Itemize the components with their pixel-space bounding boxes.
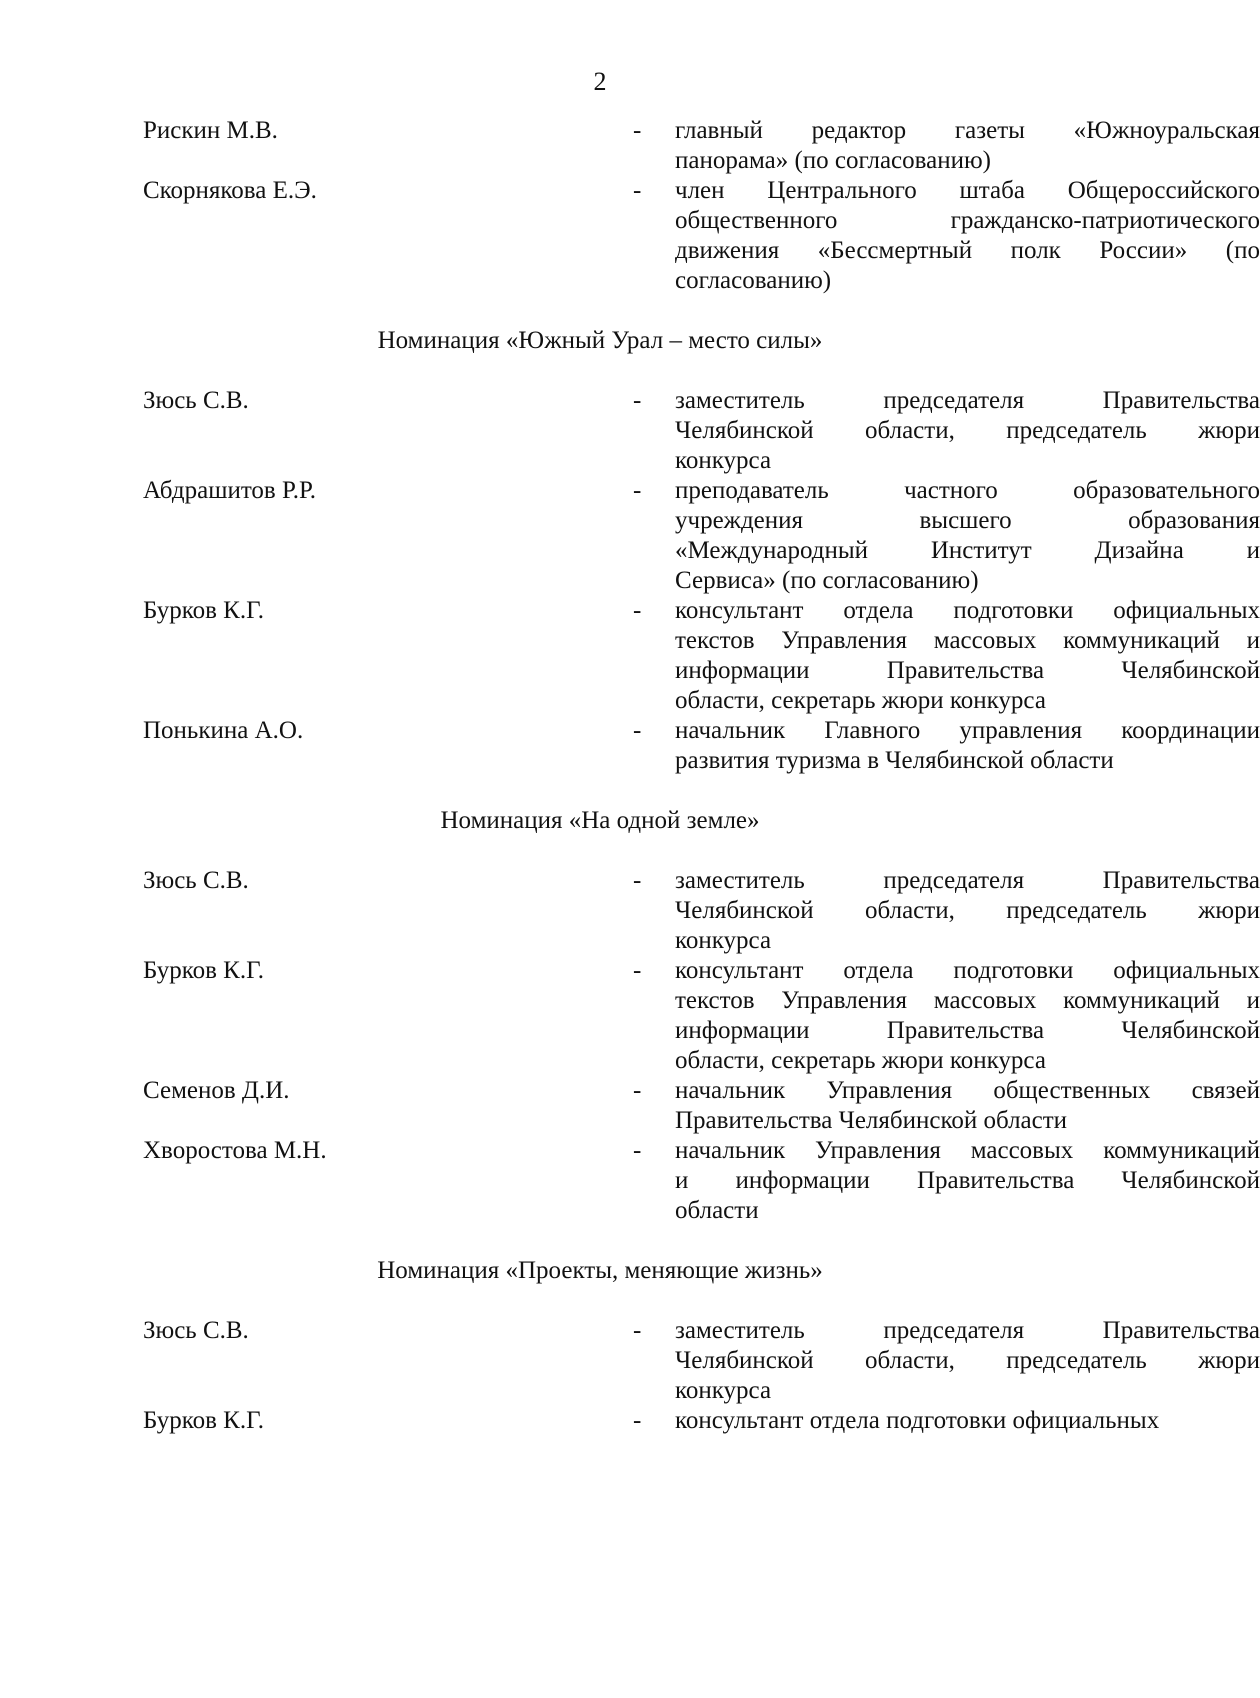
position-line: панорама» (по согласованию) bbox=[675, 147, 991, 174]
position-line: области bbox=[675, 1197, 759, 1224]
member-position bbox=[675, 716, 1260, 776]
jury-member-row bbox=[143, 176, 1260, 296]
member-name: Зюсь С.В. bbox=[143, 867, 249, 894]
page-number: 2 bbox=[593, 67, 607, 96]
member-name: Семенов Д.И. bbox=[143, 1077, 290, 1104]
section-spacer bbox=[143, 776, 1130, 806]
position-line: конкурса bbox=[675, 927, 772, 954]
position-line: Челябинской области, председатель жюри bbox=[675, 897, 1260, 924]
position-line: области, секретарь жюри конкурса bbox=[675, 1047, 1046, 1074]
nomination-heading: Номинация «На одной земле» bbox=[440, 807, 760, 834]
dash-separator: - bbox=[633, 387, 642, 414]
position-line: конкурса bbox=[675, 1377, 772, 1404]
position-line: Челябинской области, председатель жюри bbox=[675, 417, 1260, 444]
position-line: общественного гражданско-патриотического bbox=[675, 207, 1260, 234]
section-spacer bbox=[143, 836, 1130, 866]
position-line: начальник Управления массовых коммуникаций bbox=[675, 1137, 1260, 1164]
member-position bbox=[675, 116, 1260, 176]
dash-separator: - bbox=[633, 597, 642, 624]
position-line: «Международный Институт Дизайна и bbox=[675, 537, 1260, 564]
dash-separator: - bbox=[633, 1317, 642, 1344]
position-line: информации Правительства Челябинской bbox=[675, 1017, 1260, 1044]
jury-list bbox=[143, 116, 1260, 1436]
dash-separator: - bbox=[633, 957, 642, 984]
position-line: конкурса bbox=[675, 447, 772, 474]
member-name: Бурков К.Г. bbox=[143, 1407, 264, 1434]
position-line: Сервиса» (по согласованию) bbox=[675, 567, 979, 594]
position-line: информации Правительства Челябинской bbox=[675, 657, 1260, 684]
jury-member-row bbox=[143, 596, 1260, 716]
position-line: преподаватель частного образовательного bbox=[675, 477, 1260, 504]
jury-member-row bbox=[143, 116, 1260, 176]
position-line: главный редактор газеты «Южноуральская bbox=[675, 117, 1260, 144]
member-name: Скорнякова Е.Э. bbox=[143, 177, 317, 204]
dash-separator: - bbox=[633, 117, 642, 144]
position-line: заместитель председателя Правительства bbox=[675, 1317, 1260, 1344]
jury-member-row bbox=[143, 956, 1260, 1076]
position-line: начальник Главного управления координации bbox=[675, 717, 1260, 744]
member-position bbox=[675, 476, 1260, 596]
member-name: Зюсь С.В. bbox=[143, 387, 249, 414]
position-line: движения «Бессмертный полк России» (по bbox=[675, 237, 1260, 264]
jury-member-row bbox=[143, 1316, 1260, 1406]
position-line: согласованию) bbox=[675, 267, 832, 294]
member-position bbox=[675, 956, 1260, 1076]
position-line: развития туризма в Челябинской области bbox=[675, 747, 1114, 774]
dash-separator: - bbox=[633, 867, 642, 894]
nomination-heading: Номинация «Проекты, меняющие жизнь» bbox=[377, 1257, 823, 1284]
position-line: области, секретарь жюри конкурса bbox=[675, 687, 1046, 714]
position-line: консультант отдела подготовки официальных bbox=[675, 1407, 1160, 1434]
member-position bbox=[675, 866, 1260, 956]
section-spacer bbox=[143, 296, 1130, 326]
member-position bbox=[675, 176, 1260, 296]
jury-member-row bbox=[143, 716, 1260, 776]
position-line: Правительства Челябинской области bbox=[675, 1107, 1068, 1134]
jury-member-row bbox=[143, 866, 1260, 956]
nomination-heading: Номинация «Южный Урал – место силы» bbox=[377, 327, 823, 354]
dash-separator: - bbox=[633, 717, 642, 744]
position-line: и информации Правительства Челябинской bbox=[675, 1167, 1260, 1194]
jury-member-row bbox=[143, 1076, 1260, 1136]
member-name: Бурков К.Г. bbox=[143, 957, 264, 984]
member-position bbox=[675, 596, 1260, 716]
member-name: Абдрашитов Р.Р. bbox=[143, 477, 317, 504]
position-line: член Центрального штаба Общероссийского bbox=[675, 177, 1260, 204]
member-position bbox=[675, 1316, 1260, 1406]
dash-separator: - bbox=[633, 1407, 642, 1434]
section-spacer bbox=[143, 1226, 1130, 1256]
position-line: начальник Управления общественных связей bbox=[675, 1077, 1260, 1104]
member-position bbox=[675, 1136, 1260, 1226]
member-name: Хворостова М.Н. bbox=[143, 1137, 327, 1164]
position-line: заместитель председателя Правительства bbox=[675, 387, 1260, 414]
dash-separator: - bbox=[633, 177, 642, 204]
member-name: Зюсь С.В. bbox=[143, 1317, 249, 1344]
position-line: текстов Управления массовых коммуникаций и bbox=[675, 987, 1260, 1014]
member-position bbox=[675, 1406, 1260, 1436]
member-position bbox=[675, 1076, 1260, 1136]
dash-separator: - bbox=[633, 1077, 642, 1104]
jury-member-row bbox=[143, 1406, 1160, 1436]
position-line: заместитель председателя Правительства bbox=[675, 867, 1260, 894]
position-line: консультант отдела подготовки официальных bbox=[675, 957, 1260, 984]
jury-member-row bbox=[143, 1136, 1260, 1226]
jury-member-row bbox=[143, 476, 1260, 596]
member-name: Рискин М.В. bbox=[143, 117, 278, 144]
position-line: текстов Управления массовых коммуникаций и bbox=[675, 627, 1260, 654]
dash-separator: - bbox=[633, 477, 642, 504]
dash-separator: - bbox=[633, 1137, 642, 1164]
position-line: учреждения высшего образования bbox=[675, 507, 1260, 534]
member-name: Бурков К.Г. bbox=[143, 597, 264, 624]
member-name: Понькина А.О. bbox=[143, 717, 304, 744]
position-line: Челябинской области, председатель жюри bbox=[675, 1347, 1260, 1374]
member-position bbox=[675, 386, 1260, 476]
section-spacer bbox=[143, 1286, 1130, 1316]
section-spacer bbox=[143, 356, 1130, 386]
jury-member-row bbox=[143, 386, 1260, 476]
position-line: консультант отдела подготовки официальных bbox=[675, 597, 1260, 624]
